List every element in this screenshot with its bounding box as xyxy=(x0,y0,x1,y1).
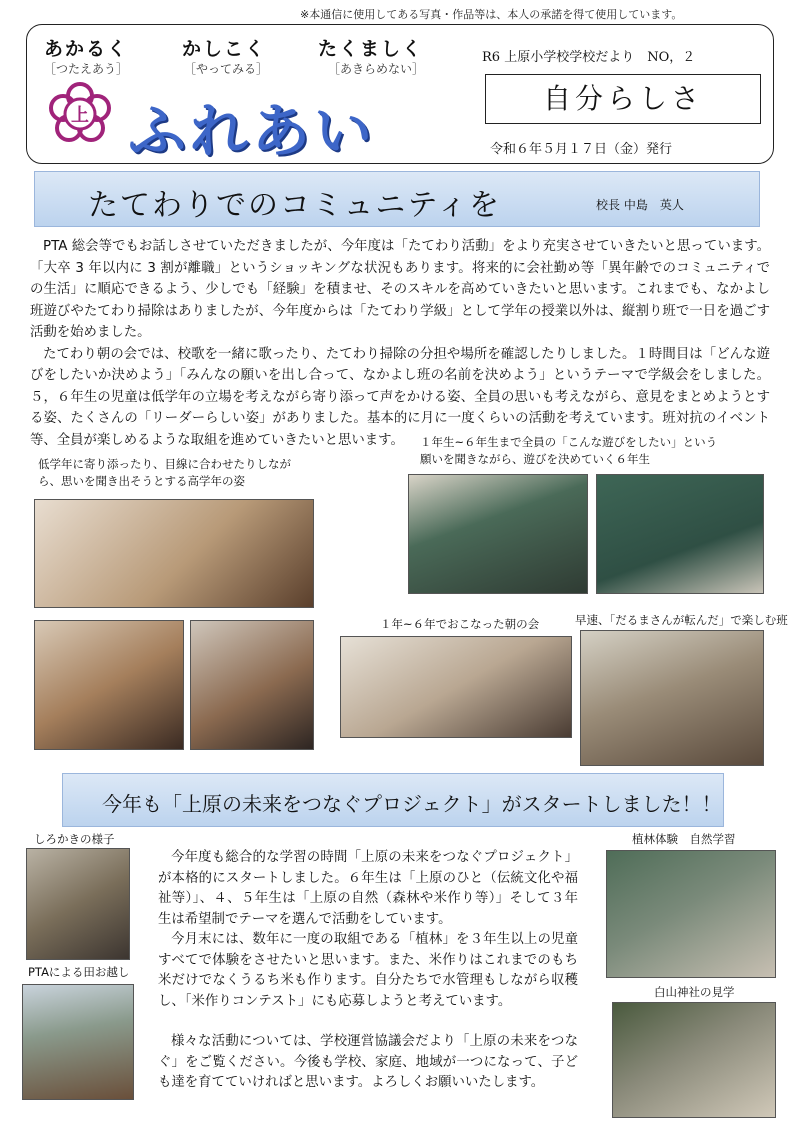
school-emblem-icon xyxy=(44,78,116,150)
photo-student-kneeling xyxy=(190,620,314,750)
motto-1-sub: ［つたえあう］ xyxy=(44,62,129,76)
motto-3-sub: ［あきらめない］ xyxy=(328,62,425,76)
section2-title: 今年も「上原の未来をつなぐプロジェクト」がスタートしました！！ xyxy=(102,792,722,816)
section1-paragraph: たてわり朝の会では、校歌を一緒に歌ったり、たてわり掃除の分担や場所を確認したりしました。１時間目は「どんな遊びをしたいか決めよう」「みんなの願いを出し合って、なかよし班の名前を決めよう」というテーマで学級会をしました。５，６年生の児童は低学年の立場を考えながら寄り添って声をかける姿、全員の思いも考えながら、意見をまとめようとする姿、たくさんの「リーダーらしい姿」がありました。基本的に月に一度くらいの活動を考えています。班対抗のイベント等、全員が楽しめるような取組を進めていきたいと思います。 xyxy=(30,346,770,448)
photo-daruma-game xyxy=(580,630,764,766)
section2-body xyxy=(158,848,578,1094)
caption-right-1: １年生~６年生まで全員の「こんな遊びをしたい」という xyxy=(420,435,718,449)
motto-2-sub: ［やってみる］ xyxy=(184,62,269,76)
caption-hakusan-shrine: 白山神社の見学 xyxy=(654,985,735,999)
caption-left-1: 低学年に寄り添ったり、目線に合わせたりしなが xyxy=(38,457,291,471)
section1-title: たてわりでのコミュニティを xyxy=(88,188,501,223)
motto-1: あかるく xyxy=(44,38,129,60)
usage-notice: ※本通信に使用してある写真・作品等は、本人の承諾を得て使用しています。 xyxy=(300,8,683,21)
section1-paragraph: PTA 総会等でもお話しさせていただきましたが、今年度は「たてわり活動」をより充実させていきたいと思っています。「大卒 3 年以内に 3 割が離職」というショッキングな状況もあります。将来的に会社勤め等「異年齢でのコミュニティでの生活」に順応できるよう、少しでも「経験」を積ませ、そのスキルを高めていきたいと思います。これまでも、なかよし班遊びやたてわり掃除はありましたが、今年度からは「たてわり学級」として学年の授業以外は、縦割り班で一日を過ごす活動を始めました。 xyxy=(30,239,770,340)
caption-pta-tilling: PTAによる田お越し xyxy=(28,965,130,979)
caption-daruma: 早速、「だるまさんが転んだ」で楽しむ班 xyxy=(575,613,788,627)
section2-paragraph: 今年度も総合的な学習の時間「上原の未来をつなぐプロジェクト」が本格的にスタートしました。６年生は「上原のひと（伝統文化や福祉等）」、４、５年生は「上原の自然（森林や米作り等）」そして３年生は希望制でテーマを選んで活動をしています。 xyxy=(158,850,578,927)
section1-author: 校長 中島 英人 xyxy=(596,198,684,212)
section2-paragraph: 今月末には、数年に一度の取組である「植林」を３年生以上の児童すべてで体験をさせたいと思います。また、米作りはこれまでのもち米だけでなくうるち米も作ります。自分たちで水管理もしながら収穫し、「米作りコンテスト」にも応募しようと考えています。 xyxy=(158,932,578,1009)
photo-pta-tilling xyxy=(22,984,134,1100)
caption-tree-planting: 植林体験 自然学習 xyxy=(632,832,736,846)
caption-morning-meeting: １年~６年でおこなった朝の会 xyxy=(380,617,540,631)
photo-blackboard-1 xyxy=(408,474,588,594)
motto-3: たくましく xyxy=(318,38,424,60)
caption-shirokaki: しろかきの様子 xyxy=(34,832,115,846)
section2-paragraph: 様々な活動については、学校運営協議会だより「上原の未来をつなぐ」をご覧ください。今後も学校、家庭、地域が一つになって、子ども達を育てていければと思います。よろしくお願いいたします。 xyxy=(158,1034,578,1090)
section1-body xyxy=(30,236,770,451)
photo-hakusan-shrine xyxy=(612,1002,776,1118)
caption-right-2: 願いを聞きながら、遊びを決めていく６年生 xyxy=(420,452,650,466)
photo-blackboard-2 xyxy=(596,474,764,594)
caption-left-2: ら、思いを聞き出そうとする高学年の姿 xyxy=(38,474,245,488)
publish-date: 令和６年５月１７日（金）発行 xyxy=(490,142,673,157)
monthly-theme: 自分らしさ xyxy=(485,74,761,124)
photo-morning-meeting xyxy=(340,636,572,738)
photo-older-student-listening xyxy=(34,499,314,608)
photo-shirokaki xyxy=(26,848,130,960)
photo-students-group xyxy=(34,620,184,750)
issue-number: R6 上原小学校学校だより NO，２ xyxy=(482,50,696,65)
emblem-char: 上 xyxy=(71,105,89,126)
photo-tree-planting-lesson xyxy=(606,850,776,978)
newsletter-title: ふれあい xyxy=(128,97,377,165)
motto-2: かしこく xyxy=(182,38,267,60)
